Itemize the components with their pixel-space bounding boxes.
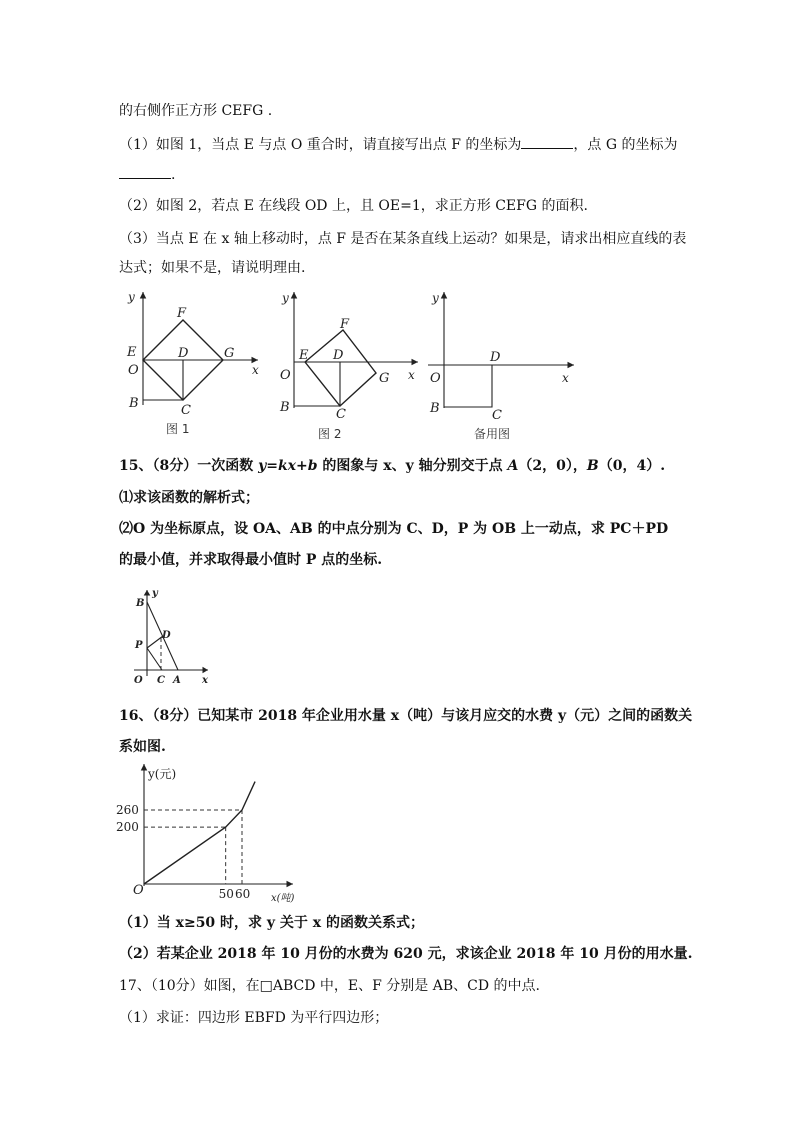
label-b: B — [430, 401, 440, 416]
q15-point-a: A — [507, 458, 519, 474]
q14-part1 — [119, 134, 677, 155]
label-b: B — [136, 598, 145, 609]
q14-part1-text-b: ，点 G 的坐标为 — [573, 137, 678, 153]
q15-line1 — [119, 456, 665, 476]
label-d: D — [162, 630, 171, 641]
label-x: x — [252, 363, 259, 377]
q15-figure — [130, 588, 220, 688]
q14-part3-line2: 达式；如果不是，请说明理由. — [119, 260, 306, 276]
label-p: P — [135, 640, 143, 651]
q14-part1-text-c: . — [171, 167, 176, 183]
q14-part2: （2）如图 2，若点 E 在线段 OD 上，且 OE=1，求正方形 CEFG 的面积. — [119, 198, 588, 214]
q15-point-b: B — [586, 458, 599, 474]
label-c: C — [157, 675, 165, 686]
answer-blank-f[interactable] — [521, 134, 573, 149]
label-a: A — [173, 675, 181, 686]
q14-part1-text-a: （1）如图 1，当点 E 与点 O 重合时，请直接写出点 F 的坐标为 — [119, 137, 522, 153]
label-c: C — [336, 407, 346, 422]
x-axis-label: x(吨) — [271, 893, 295, 904]
q15-text-d: （0，4）. — [598, 458, 666, 474]
q15-part2-line1: ⑵O 为坐标原点，设 OA、AB 的中点分别为 C、D，P 为 OB 上一动点，求 PC＋PD — [119, 521, 669, 537]
q15-text-c: （2，0）， — [518, 458, 587, 474]
label-o: O — [128, 363, 139, 378]
label-b: B — [280, 400, 290, 415]
label-o: O — [280, 368, 291, 383]
y-tick-label-200: 200 — [116, 820, 139, 835]
y-axis-label: y(元) — [148, 767, 177, 781]
figure-spare-caption: 备用图 — [474, 427, 511, 441]
q15-equation: y=kx+b — [258, 458, 318, 474]
q14-part3-line1: （3）当点 E 在 x 轴上移动时，点 F 是否在某条直线上运动？如果是，请求出相应直线的表 — [119, 231, 687, 247]
label-x: x — [408, 368, 415, 382]
label-y: y — [432, 291, 439, 305]
figure-1-caption: 图 1 — [166, 422, 190, 436]
label-f: F — [340, 317, 350, 332]
label-c: C — [492, 408, 502, 423]
label-c: C — [181, 403, 191, 418]
label-g: G — [379, 371, 390, 386]
q15-text-a: 15、（8分）一次函数 — [119, 458, 259, 474]
q16-part1: （1）当 x≥50 时，求 y 关于 x 的函数关系式； — [119, 915, 425, 931]
q14-continuation: 的右侧作正方形 CEFG . — [119, 103, 273, 119]
label-o: O — [430, 371, 441, 386]
label-d: D — [333, 348, 344, 363]
label-y: y — [128, 290, 135, 304]
figure-spare — [424, 290, 584, 440]
q16-line1: 16、（8分）已知某市 2018 年企业用水量 x（吨）与该月应交的水费 y（元）之间的函数关 — [119, 708, 693, 724]
label-b: B — [129, 396, 139, 411]
label-e: E — [299, 348, 309, 363]
label-d: D — [490, 350, 501, 365]
q15-part1: ⑴求该函数的解析式； — [119, 490, 259, 506]
q17-part1: （1）求证：四边形 EBFD 为平行四边形； — [119, 1010, 389, 1026]
figure-2-caption: 图 2 — [318, 427, 342, 441]
q16-line2: 系如图. — [119, 739, 166, 755]
segments-bc-cd — [444, 365, 492, 407]
label-x: x — [562, 371, 569, 385]
label-e: E — [127, 345, 137, 360]
q16-chart — [115, 760, 305, 910]
q17-line1: 17、（10分）如图，在□ABCD 中，E、F 分别是 AB、CD 的中点. — [119, 978, 540, 994]
q14-part1-cont — [119, 164, 175, 185]
label-d: D — [178, 346, 189, 361]
label-f: F — [177, 306, 187, 321]
x-tick-label-60: 60 — [235, 887, 251, 901]
label-o: O — [134, 675, 143, 686]
origin-label: O — [133, 883, 144, 898]
label-g: G — [224, 346, 235, 361]
q15-part2-line2: 的最小值，并求取得最小值时 P 点的坐标. — [119, 552, 383, 568]
y-tick-label-260: 260 — [116, 803, 139, 817]
figure-2 — [278, 290, 428, 440]
x-tick-label-50: 50 — [218, 887, 234, 901]
answer-blank-g[interactable] — [119, 164, 171, 179]
figure-1 — [118, 290, 268, 440]
q15-text-b: 的图象与 x、y 轴分别交于点 — [317, 458, 508, 474]
label-x: x — [202, 675, 208, 686]
label-y: y — [152, 588, 158, 599]
segment-pc — [147, 648, 162, 670]
q16-part2: （2）若某企业 2018 年 10 月份的水费为 620 元，求该企业 2018 年 10 月份的用水量. — [119, 946, 693, 962]
label-y: y — [282, 291, 289, 305]
fee-series-line — [144, 782, 255, 884]
